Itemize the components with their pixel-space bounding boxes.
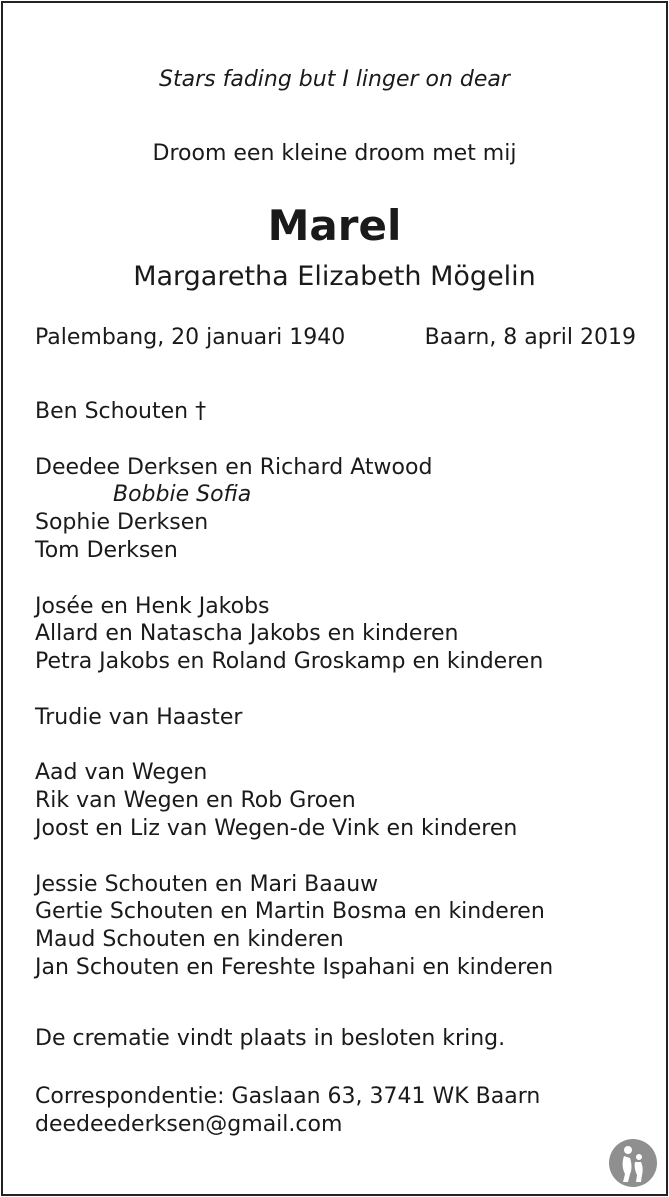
family-member-line: Deedee Derksen en Richard Atwood (35, 454, 433, 480)
family-group (35, 593, 553, 676)
family-member-line: Joost en Liz van Wegen-de Vink en kinderen (35, 815, 518, 841)
death-place-date: Baarn, 8 april 2019 (424, 325, 636, 350)
family-member-line: Josée en Henk Jakobs (35, 593, 270, 619)
family-group (35, 704, 553, 732)
memorial-figure-icon (608, 1138, 658, 1188)
family-list (35, 398, 553, 1010)
deceased-name: Marel (267, 201, 402, 250)
family-member-line: Petra Jakobs en Roland Groskamp en kinderen (35, 649, 544, 675)
family-group (35, 871, 553, 982)
family-member-line: Tom Derksen (35, 537, 178, 563)
family-member-line: Jessie Schouten en Mari Baauw (35, 871, 379, 897)
family-member-line: Rik van Wegen en Rob Groen (35, 788, 356, 814)
grandchild-name: Bobbie Sofia (113, 482, 252, 508)
family-member-line: Aad van Wegen (35, 760, 208, 786)
correspondence-block (35, 1083, 540, 1139)
family-member-line: Sophie Derksen (35, 510, 209, 536)
obituary-card (1, 1, 668, 1196)
family-group (35, 398, 553, 426)
correspondence-address: Correspondentie: Gaslaan 63, 3741 WK Baarn (35, 1084, 541, 1109)
deceased-full-name: Margaretha Elizabeth Mögelin (133, 261, 536, 292)
sub-quote: Droom een kleine droom met mij (152, 141, 517, 166)
family-member-line: Gertie Schouten en Martin Bosma en kinderen (35, 899, 545, 925)
family-group (35, 454, 553, 565)
family-member-line: Jan Schouten en Fereshte Ispahani en kinderen (35, 954, 554, 980)
family-group (35, 759, 553, 842)
family-member-line: Allard en Natascha Jakobs en kinderen (35, 621, 459, 647)
family-member-line: Ben Schouten † (35, 399, 207, 424)
birth-place-date: Palembang, 20 januari 1940 (35, 325, 346, 350)
family-member-line: Trudie van Haaster (35, 704, 243, 730)
correspondence-email: deedeederksen@gmail.com (35, 1112, 343, 1137)
opening-quote: Stars fading but I linger on dear (159, 67, 510, 92)
cremation-notice: De crematie vindt plaats in besloten kring. (35, 1026, 506, 1051)
family-member-line: Maud Schouten en kinderen (35, 927, 344, 953)
